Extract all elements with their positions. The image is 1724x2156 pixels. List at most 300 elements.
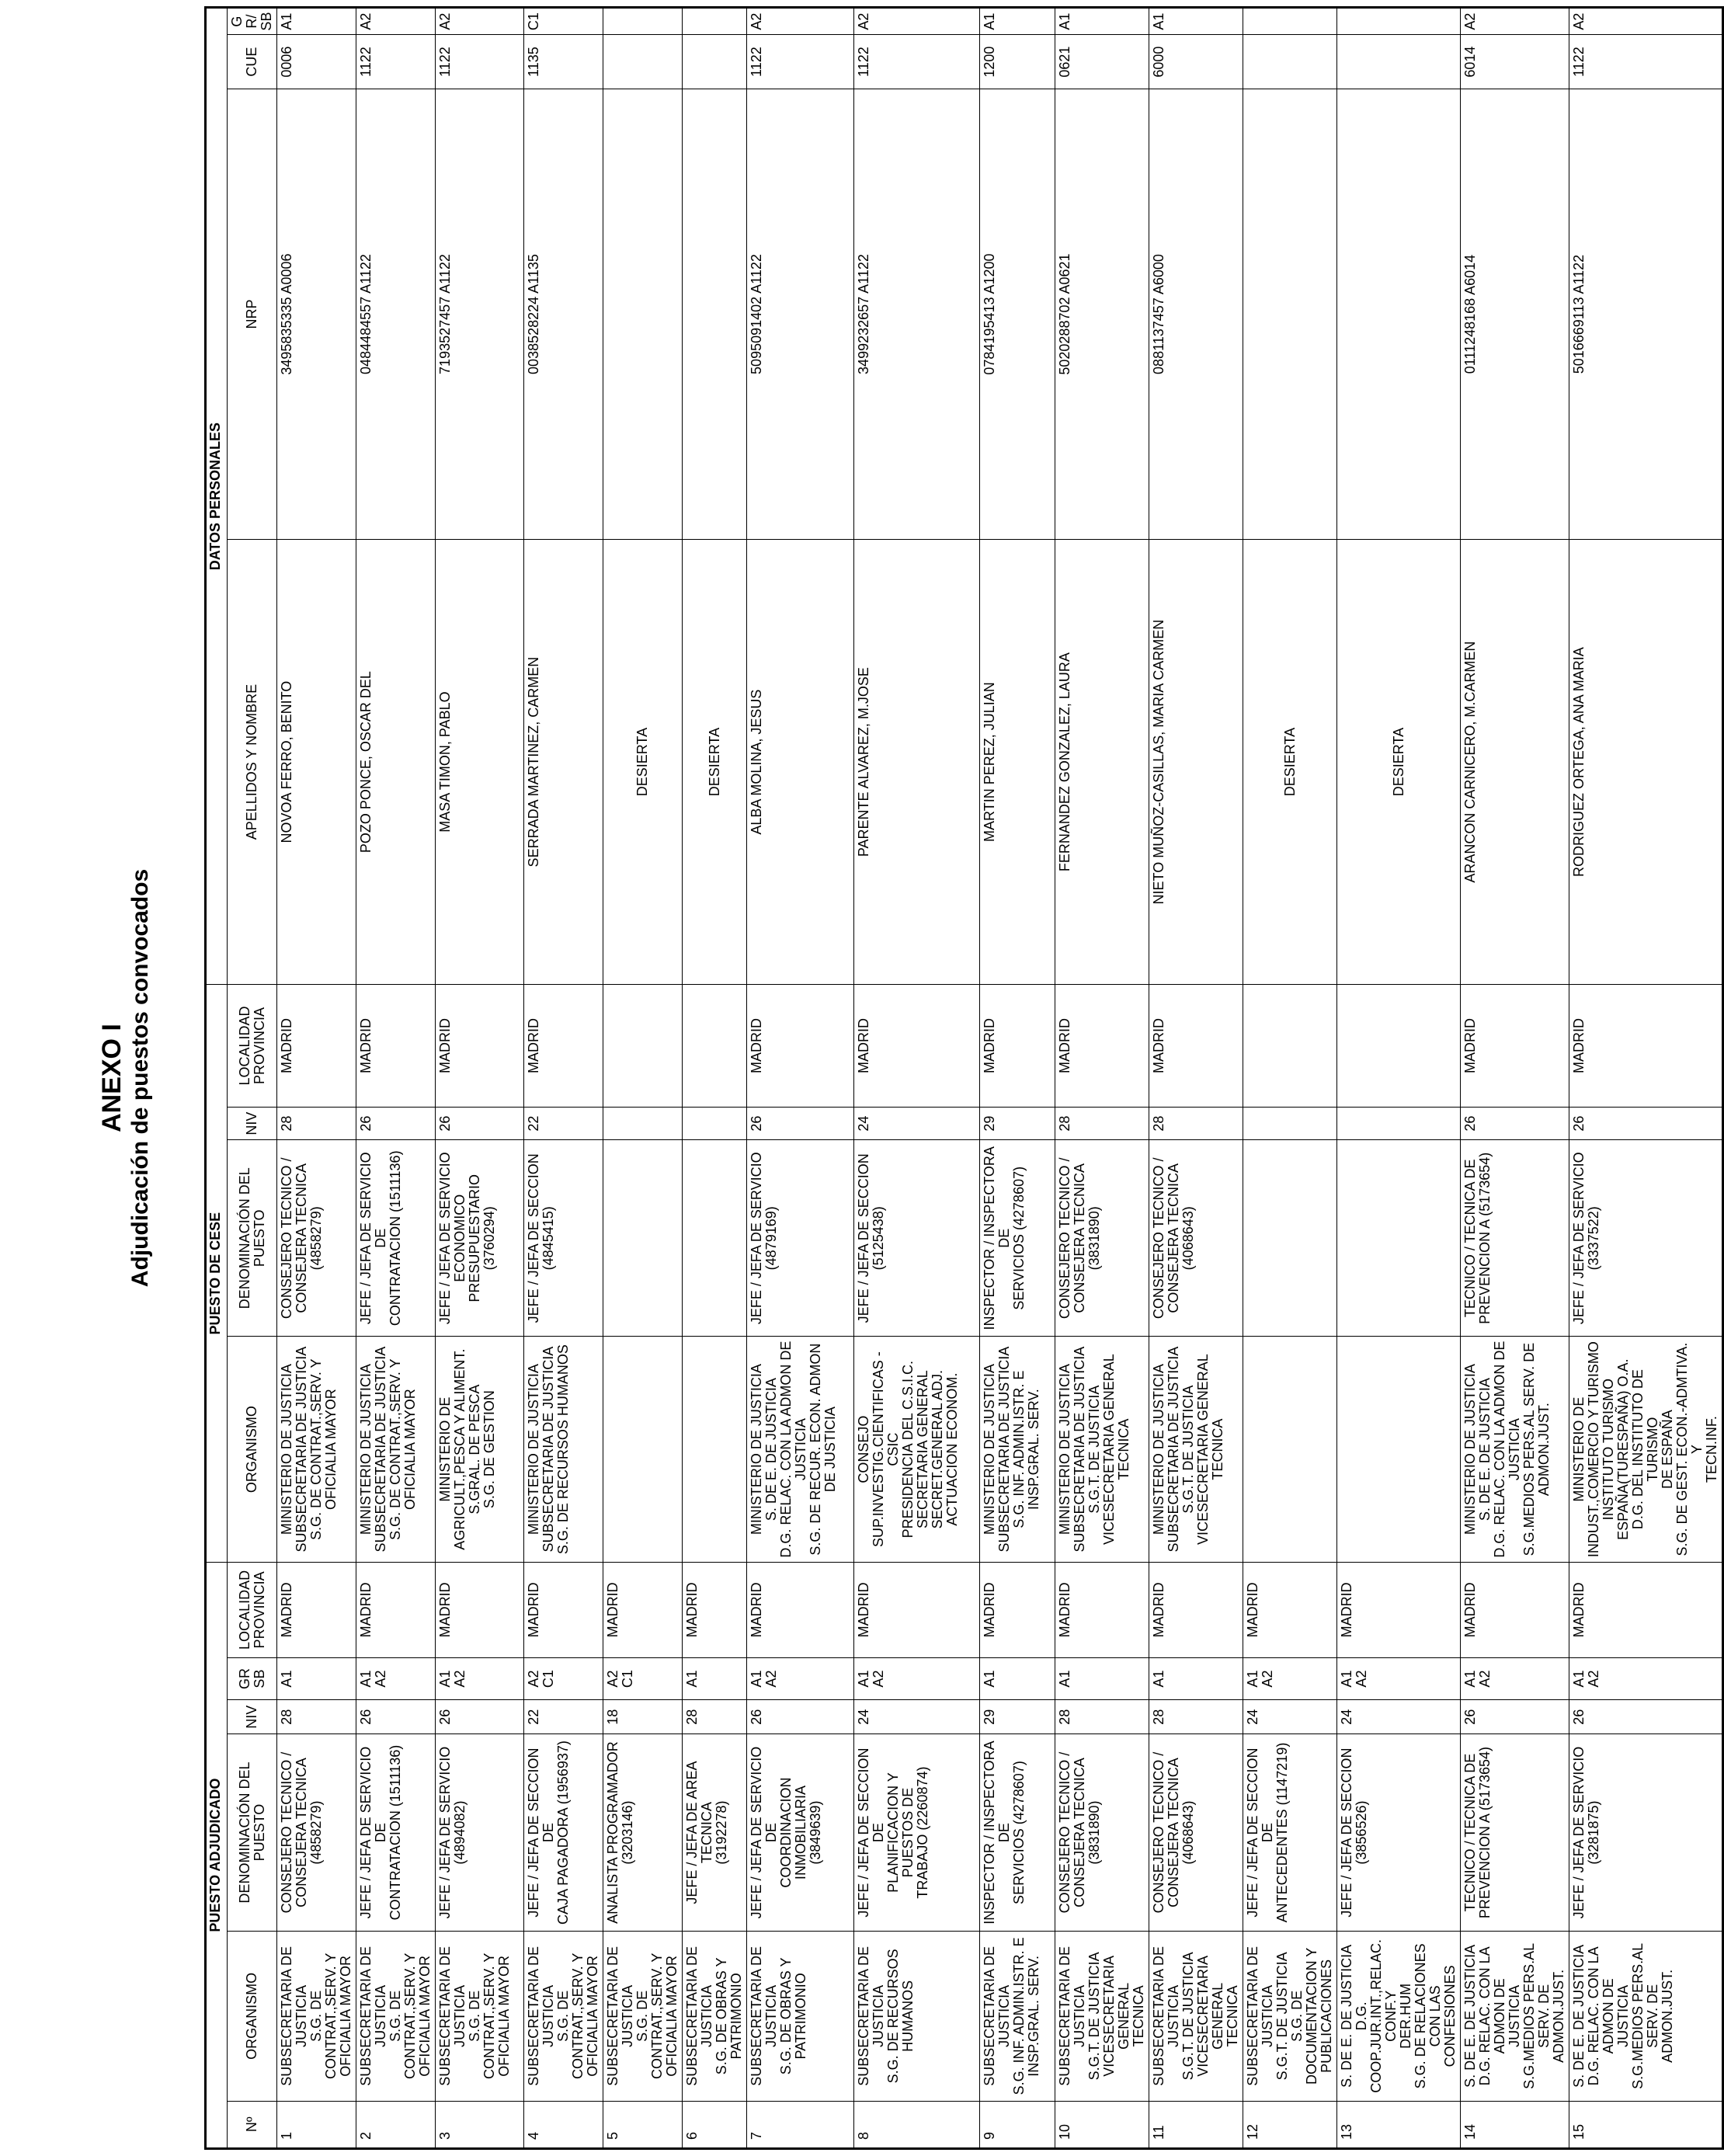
cell-nrp: 0038528224 A1135: [524, 89, 603, 540]
cell-niv: 26: [1569, 1700, 1723, 1734]
cell-niv: 26: [747, 1700, 854, 1734]
cell-organismo-line: S.G. DE DOCUMENTACION Y: [1289, 1947, 1319, 2085]
cell-organismo: [436, 1931, 524, 2101]
cell-cue: 1122: [854, 35, 980, 89]
cell-denominacion: [747, 1734, 854, 1932]
cell-grsb-line: A1: [982, 1670, 997, 1688]
cell-grsb-line: A2: [526, 1670, 541, 1688]
cell-denominacion-line: JEFE / JEFA DE SECCION: [1339, 1747, 1354, 1918]
cell-cese-niv: 26: [436, 1107, 524, 1140]
cell-denominacion-line: JEFE / JEFA DE SECCION DE: [1245, 1747, 1275, 1918]
cell-num: 15: [1569, 2101, 1723, 2148]
cell-cese-organismo-line: D.G. DEL INSTITUTO DE TURISMO: [1630, 1369, 1660, 1530]
cell-grsb-personal: [603, 8, 683, 35]
cell-organismo: [747, 1931, 854, 2101]
cell-cese-organismo-line: S. DE E. DE JUSTICIA: [1477, 1378, 1493, 1521]
cell-cese-organismo-line: SECRETARIA GENERAL: [915, 1370, 930, 1529]
cell-grsb-line: A2: [605, 1670, 620, 1688]
cell-denominacion: [1243, 1734, 1337, 1932]
cell-niv: 28: [1055, 1700, 1149, 1734]
cell-denominacion-line: CONSEJERA TECNICA (4858279): [294, 1758, 324, 1907]
group-header-row: [206, 8, 228, 2149]
cell-denominacion-line: (3192278): [714, 1800, 729, 1865]
col-niv: NIV: [228, 1700, 277, 1734]
cell-cese-localidad: [683, 985, 747, 1108]
cell-grsb-line: A1: [279, 1670, 294, 1688]
cell-cese-organismo-line: OFICIALIA MAYOR: [323, 1389, 339, 1510]
cell-cese-organismo-line: S.G. DE GESTION: [481, 1390, 497, 1509]
cell-apellidos: FERNANDEZ GONZALEZ, LAURA: [1055, 539, 1149, 984]
cell-denominacion: [980, 1734, 1055, 1932]
cell-organismo: [683, 1931, 747, 2101]
cell-cese-organismo: [356, 1337, 436, 1563]
cell-denominacion-line: (3281875): [1586, 1800, 1601, 1865]
column-header-row: [228, 8, 277, 2149]
cell-organismo-line: S.G. DE OBRAS Y PATRIMONIO: [714, 1957, 744, 2075]
cell-cese-organismo: [1337, 1337, 1461, 1563]
cell-cese-organismo-line: MINISTERIO DE JUSTICIA: [526, 1364, 541, 1535]
cell-cese-organismo-line: INSP.GRAL. SERV.: [1026, 1389, 1041, 1511]
cell-organismo: [1569, 1931, 1723, 2101]
cell-localidad: MADRID: [683, 1563, 747, 1658]
cell-organismo-line: SUBSECRETARIA DE JUSTICIA: [605, 1946, 635, 2086]
cell-apellidos: RODRIGUEZ ORTEGA, ANA MARIA: [1569, 539, 1723, 984]
cell-localidad: MADRID: [1055, 1563, 1149, 1658]
cell-cese-organismo-line: CONSEJO: [856, 1415, 871, 1483]
cell-niv: 22: [524, 1700, 603, 1734]
cell-cese-organismo-line: S.GRAL. DE PESCA: [467, 1384, 482, 1514]
cell-cese-localidad: MADRID: [1461, 985, 1569, 1108]
cell-grsb-line: A1: [358, 1670, 374, 1688]
cell-cese-organismo-line: JUSTICIA: [1507, 1418, 1522, 1481]
cell-denominacion-line: (3203146): [620, 1800, 635, 1865]
cell-grsb-line: A1: [684, 1670, 700, 1688]
cell-cese-niv: 26: [1569, 1107, 1723, 1140]
cell-denominacion-line: TRABAJO (2260874): [915, 1766, 930, 1899]
cell-num: 1: [277, 2101, 356, 2148]
cell-denominacion-line: PLANIFICACION Y PUESTOS DE: [885, 1772, 916, 1893]
cell-cese-organismo-line: MINISTERIO DE: [1571, 1396, 1587, 1502]
col-localidad: LOCALIDAD PROVINCIA: [228, 1563, 277, 1658]
cell-organismo-line: INSP.GRAL. SERV.: [1026, 1955, 1041, 2077]
cell-grsb-line: A2: [1260, 1670, 1275, 1688]
cell-apellidos: SERRADA MARTINEZ, CARMEN: [524, 539, 603, 984]
cell-cese-organismo-line: S.G. DE RECURSOS HUMANOS: [555, 1344, 571, 1555]
cell-grsb-personal: A1: [1055, 8, 1149, 35]
cell-organismo-line: SUBSECRETARIA DE JUSTICIA: [856, 1946, 886, 2086]
cell-cese-localidad: [603, 985, 683, 1108]
cell-nrp: 7193527457 A1122: [436, 89, 524, 540]
cell-cese-denominacion-line: JEFE / JEFA DE SERVICIO: [749, 1152, 764, 1325]
cell-cese-organismo-line: SUBSECRETARIA DE JUSTICIA: [1072, 1346, 1087, 1553]
cell-denominacion-line: CONSEJERO TECNICO /: [1151, 1751, 1166, 1914]
cell-organismo-line: SUBSECRETARIA DE JUSTICIA: [684, 1946, 714, 2086]
cell-num: 10: [1055, 2101, 1149, 2148]
cell-grsb: [1149, 1657, 1243, 1700]
cell-cese-organismo-line: S.G. DE RECUR. ECON. ADMON: [808, 1343, 823, 1556]
cell-cese-denominacion-line: CONSEJERA TECNICA (4858279): [294, 1163, 324, 1313]
cell-cese-organismo-line: ESPAÑA(TURESPAÑA) O.A.: [1615, 1358, 1631, 1540]
cell-denominacion-line: COORDINACION INMOBILIARIA: [778, 1777, 808, 1888]
cell-cese-organismo-line: SUBSECRETARIA DE JUSTICIA: [373, 1346, 388, 1553]
cell-localidad: MADRID: [980, 1563, 1055, 1658]
cell-cese-denominacion-line: JEFE / JEFA DE SERVICIO DE: [358, 1152, 388, 1325]
cell-num: 13: [1337, 2101, 1461, 2148]
cell-organismo-line: S. DE E. DE JUSTICIA: [1462, 1944, 1478, 2088]
cell-denominacion-line: CONSEJERO TECNICO /: [279, 1751, 294, 1914]
cell-denominacion-line: JEFE / JEFA DE SERVICIO: [437, 1746, 453, 1919]
col-grsb-personal: GR/ SB: [228, 8, 277, 35]
cell-cese-niv: 26: [356, 1107, 436, 1140]
cell-cese-denominacion-line: TECNICO / TECNICA DE: [1462, 1159, 1478, 1318]
cell-cese-denominacion: [277, 1140, 356, 1337]
cell-cese-organismo-line: MINISTERIO DE JUSTICIA: [1462, 1364, 1478, 1535]
cell-organismo-line: S.G.T. DE JUSTICIA: [1086, 1952, 1102, 2081]
cell-localidad: MADRID: [277, 1563, 356, 1658]
cell-cese-localidad: MADRID: [1149, 985, 1243, 1108]
cell-organismo-line: S. DE E. DE JUSTICIA: [1339, 1944, 1354, 2088]
cell-cese-denominacion: [1055, 1140, 1149, 1337]
cell-cese-organismo-line: JUSTICIA: [793, 1418, 808, 1481]
cell-cese-organismo-line: TECN.INF.: [1704, 1416, 1719, 1483]
cell-localidad: MADRID: [1149, 1563, 1243, 1658]
cell-grsb-line: A2: [452, 1670, 467, 1688]
cell-grsb-line: A2: [373, 1670, 388, 1688]
cell-organismo-line: D.G. RELAC. CON LA ADMON DE: [1477, 1946, 1507, 2086]
cell-niv: 26: [1461, 1700, 1569, 1734]
cell-cese-niv: 22: [524, 1107, 603, 1140]
cell-niv: 28: [277, 1700, 356, 1734]
cell-cese-organismo: [1569, 1337, 1723, 1563]
cell-cese-denominacion: [1337, 1140, 1461, 1337]
cell-localidad: MADRID: [854, 1563, 980, 1658]
cell-organismo-line: SUBSECRETARIA DE JUSTICIA: [1057, 1946, 1087, 2086]
cell-cese-organismo: [436, 1337, 524, 1563]
cell-cese-denominacion-line: CONTRATACION (1511136): [388, 1150, 403, 1327]
cell-cese-organismo-line: OFICIALIA MAYOR: [402, 1389, 418, 1510]
cell-organismo: [1337, 1931, 1461, 2101]
cell-organismo-line: S.G.T. DE JUSTICIA: [1274, 1952, 1290, 2081]
cell-grsb: [524, 1657, 603, 1700]
cell-cue: 6000: [1149, 35, 1243, 89]
cell-organismo: [980, 1931, 1055, 2101]
cell-grsb: [747, 1657, 854, 1700]
cell-num: 6: [683, 2101, 747, 2148]
cell-cese-denominacion: [436, 1140, 524, 1337]
cell-cese-niv: 26: [1461, 1107, 1569, 1140]
cell-cese-denominacion-line: JEFE / JEFA DE SERVICIO: [437, 1152, 453, 1325]
cell-denominacion: [603, 1734, 683, 1932]
cell-grsb: [1243, 1657, 1337, 1700]
cell-cese-organismo: [854, 1337, 980, 1563]
cell-cue: 1122: [1569, 35, 1723, 89]
cell-cese-organismo-line: SECRET.GENERAL ADJ.: [930, 1369, 945, 1529]
cell-cese-localidad: MADRID: [1055, 985, 1149, 1108]
cell-apellidos: POZO PONCE, OSCAR DEL: [356, 539, 436, 984]
cell-cese-denominacion-line: ECONOMICO PRESUPUESTARIO: [452, 1174, 482, 1302]
cell-grsb: [356, 1657, 436, 1700]
cell-cese-denominacion: [980, 1140, 1055, 1337]
cell-cue: 1122: [747, 35, 854, 89]
cell-organismo-line: PUBLICACIONES: [1319, 1959, 1334, 2073]
cell-denominacion-line: JEFE / JEFA DE AREA TECNICA: [684, 1761, 714, 1904]
cell-organismo-line: ADMON.JUST.: [1660, 1969, 1675, 2063]
cell-grsb-line: C1: [540, 1670, 556, 1688]
cell-cese-localidad: [1243, 985, 1337, 1108]
cell-organismo-line: D.G. RELAC. CON LA ADMON DE: [1586, 1946, 1616, 2086]
cell-niv: 24: [1337, 1700, 1461, 1734]
cell-grsb-line: A1: [1571, 1670, 1587, 1688]
cell-cese-niv: 28: [277, 1107, 356, 1140]
cell-cese-denominacion-line: (4845415): [540, 1206, 556, 1271]
cell-grsb: [1337, 1657, 1461, 1700]
cell-cese-organismo-line: ACTUACION ECONOM.: [944, 1372, 960, 1526]
table-row: [683, 8, 747, 2149]
cell-nrp: 5095091402 A1122: [747, 89, 854, 540]
cell-cese-organismo-line: PRESIDENCIA DEL C.S.I.C.: [900, 1360, 916, 1539]
table-row: [1243, 8, 1337, 2149]
cell-cese-niv: 28: [1055, 1107, 1149, 1140]
cell-cese-organismo-line: INSTITUTO TURISMO: [1601, 1378, 1616, 1521]
cell-cese-denominacion: [854, 1140, 980, 1337]
cell-denominacion-line: (3856526): [1354, 1800, 1369, 1865]
cell-cese-organismo-line: DE JUSTICIA: [822, 1407, 838, 1493]
cell-cese-organismo-line: SUP.INVESTIG.CIENTIFICAS -: [871, 1351, 886, 1547]
cell-cese-organismo-line: CSIC: [885, 1432, 901, 1466]
cell-cese-organismo-line: S.G.T. DE JUSTICIA: [1086, 1385, 1102, 1514]
cell-denominacion-line: CAJA PAGADORA (1956937): [555, 1740, 571, 1925]
cell-localidad: MADRID: [524, 1563, 603, 1658]
cell-cese-niv: [683, 1107, 747, 1140]
cell-denominacion-line: PREVENCION A (5173654): [1477, 1747, 1493, 1919]
cell-cese-organismo: [603, 1337, 683, 1563]
cell-nrp: [603, 89, 683, 540]
cell-apellidos: ARANCON CARNICERO, M.CARMEN: [1461, 539, 1569, 984]
cell-cese-organismo: [1149, 1337, 1243, 1563]
cell-apellidos: MARTIN PEREZ, JULIAN: [980, 539, 1055, 984]
cell-cese-denominacion-line: PREVENCION A (5173654): [1477, 1152, 1493, 1324]
cell-denominacion-line: (3849639): [808, 1800, 823, 1865]
cell-num: 12: [1243, 2101, 1337, 2148]
cell-cese-organismo-line: MINISTERIO DE JUSTICIA: [1057, 1364, 1072, 1535]
table-row: [1149, 8, 1243, 2149]
cell-localidad: MADRID: [1569, 1563, 1723, 1658]
cell-organismo-line: SUBSECRETARIA DE JUSTICIA: [526, 1946, 556, 2086]
cell-cue: 1200: [980, 35, 1055, 89]
document-header: [97, 0, 155, 2156]
cell-grsb-personal: [683, 8, 747, 35]
cell-denominacion-line: JEFE / JEFA DE SERVICIO DE: [749, 1746, 779, 1919]
cell-cese-denominacion-line: CONSEJERO TECNICO /: [1057, 1157, 1072, 1320]
cell-denominacion-line: JEFE / JEFA DE SECCION DE: [526, 1747, 556, 1918]
cell-num: 11: [1149, 2101, 1243, 2148]
cell-denominacion-line: ANALISTA PROGRAMADOR: [605, 1741, 620, 1924]
cell-cese-denominacion: [747, 1140, 854, 1337]
cell-organismo-line: OFICIALIA MAYOR: [496, 1956, 512, 2077]
cell-apellidos: DESIERTA: [1243, 539, 1337, 984]
cell-organismo-line: S. DE E. DE JUSTICIA: [1571, 1944, 1587, 2088]
cell-denominacion-line: JEFE / JEFA DE SERVICIO: [1571, 1746, 1587, 1919]
cell-cese-denominacion-line: JEFE / JEFA DE SECCION: [856, 1153, 871, 1323]
cell-organismo-line: VICESECRETARIA GENERAL: [1195, 1956, 1225, 2077]
cell-apellidos: MASA TIMON, PABLO: [436, 539, 524, 984]
cell-cese-organismo: [747, 1337, 854, 1563]
cell-grsb: [436, 1657, 524, 1700]
cell-grsb-line: A1: [1057, 1670, 1072, 1688]
cell-cese-denominacion: [1461, 1140, 1569, 1337]
cell-localidad: MADRID: [1337, 1563, 1461, 1658]
cell-grsb: [854, 1657, 980, 1700]
cell-apellidos: NIETO MUÑOZ-CASILLAS, MARIA CARMEN: [1149, 539, 1243, 984]
table-row: [1055, 8, 1149, 2149]
table-row: [747, 8, 854, 2149]
cell-cese-niv: 28: [1149, 1107, 1243, 1140]
cell-denominacion-line: CONSEJERA TECNICA (3831890): [1072, 1758, 1102, 1907]
cell-apellidos: DESIERTA: [1337, 539, 1461, 984]
cell-niv: 24: [854, 1700, 980, 1734]
cell-cese-organismo-line: MINISTERIO DE JUSTICIA: [749, 1364, 764, 1535]
table-row: [356, 8, 436, 2149]
cell-niv: 28: [1149, 1700, 1243, 1734]
cell-organismo-line: SUBSECRETARIA DE JUSTICIA: [749, 1946, 779, 2086]
table-body: [277, 8, 1723, 2149]
cell-grsb-line: A2: [1477, 1670, 1493, 1688]
cell-organismo-line: S.G. DE CONTRAT.,SERV. Y: [308, 1953, 339, 2080]
cell-num: 14: [1461, 2101, 1569, 2148]
cell-cese-denominacion: [524, 1140, 603, 1337]
cell-cese-localidad: MADRID: [277, 985, 356, 1108]
table-row: [1461, 8, 1569, 2149]
cell-cese-localidad: MADRID: [854, 985, 980, 1108]
cell-grsb: [683, 1657, 747, 1700]
cell-denominacion-line: JEFE / JEFA DE SERVICIO DE: [358, 1746, 388, 1919]
cell-num: 5: [603, 2101, 683, 2148]
table-row: [1337, 8, 1461, 2149]
col-organismo: ORGANISMO: [228, 1931, 277, 2101]
cell-cese-organismo-line: SUBSECRETARIA DE JUSTICIA: [996, 1346, 1012, 1553]
cell-organismo-line: JUSTICIA: [1615, 1984, 1631, 2047]
annex-title: ANEXO I: [97, 1024, 127, 1132]
cell-cese-localidad: MADRID: [356, 985, 436, 1108]
cell-cese-organismo-line: S.G. INF. ADMIN.ISTR. E: [1011, 1370, 1027, 1528]
cell-organismo-line: COOP.JUR.INT.,RELAC.CONF.Y: [1368, 1939, 1399, 2093]
table-row: [980, 8, 1055, 2149]
cell-organismo-line: SUBSECRETARIA DE JUSTICIA: [1245, 1946, 1275, 2086]
cell-denominacion-line: SERVICIOS (4278607): [1011, 1761, 1027, 1904]
cell-cese-organismo-line: MINISTERIO DE: [437, 1396, 453, 1502]
cell-cese-organismo: [1461, 1337, 1569, 1563]
cell-cese-organismo-line: MINISTERIO DE JUSTICIA: [358, 1364, 374, 1535]
cell-cese-organismo: [683, 1337, 747, 1563]
cell-organismo-line: SUBSECRETARIA DE JUSTICIA: [982, 1946, 1012, 2086]
cell-organismo-line: OFICIALIA MAYOR: [664, 1956, 680, 2077]
cell-nrp: 0111248168 A6014: [1461, 89, 1569, 540]
cell-organismo-line: S.G.MEDIOS PERS.AL SERV. DE: [1521, 1942, 1552, 2089]
cell-cese-organismo-line: MINISTERIO DE JUSTICIA: [279, 1364, 294, 1535]
cell-nrp: 0484484557 A1122: [356, 89, 436, 540]
cell-localidad: MADRID: [356, 1563, 436, 1658]
cell-grsb-personal: [1243, 8, 1337, 35]
cell-cese-niv: [1337, 1107, 1461, 1140]
cell-organismo-line: OFICIALIA MAYOR: [417, 1956, 433, 2077]
cell-organismo-line: D.G.: [1354, 2001, 1369, 2031]
cell-cese-denominacion-line: CONSEJERO TECNICO /: [1151, 1157, 1166, 1320]
cell-organismo: [1055, 1931, 1149, 2101]
cell-niv: 26: [356, 1700, 436, 1734]
cell-grsb-line: A1: [1339, 1670, 1354, 1688]
cell-denominacion-line: TECNICO / TECNICA DE: [1462, 1753, 1478, 1912]
cell-cese-denominacion-line: (3337522): [1586, 1206, 1601, 1271]
cell-cue: 0621: [1055, 35, 1149, 89]
cell-denominacion-line: ANTECEDENTES (1147219): [1274, 1742, 1290, 1923]
cell-cese-organismo: [524, 1337, 603, 1563]
awards-table: [204, 6, 1724, 2150]
cell-grsb-line: C1: [620, 1670, 635, 1688]
cell-organismo-line: VICESECRETARIA GENERAL: [1101, 1956, 1131, 2077]
table-row: [277, 8, 356, 2149]
cell-organismo-line: S.G. DE CONTRAT.,SERV. Y: [388, 1953, 418, 2080]
cell-num: 7: [747, 2101, 854, 2148]
cell-nrp: [1243, 89, 1337, 540]
cell-organismo-line: OFICIALIA MAYOR: [585, 1956, 600, 2077]
cell-nrp: 5020288702 A0621: [1055, 89, 1149, 540]
cell-denominacion: [1569, 1734, 1723, 1932]
cell-grsb: [277, 1657, 356, 1700]
cell-cue: [683, 35, 747, 89]
cell-nrp: 0881137457 A6000: [1149, 89, 1243, 540]
cell-organismo-line: DER.HUM: [1398, 1983, 1413, 2049]
cell-grsb-personal: A2: [1461, 8, 1569, 35]
cell-cese-organismo-line: ADMON.JUST.: [1536, 1403, 1552, 1497]
cell-cese-localidad: [1337, 985, 1461, 1108]
cell-cese-organismo-line: S.G. DE CONTRAT.,SERV. Y: [308, 1358, 324, 1540]
cell-cue: 0006: [277, 35, 356, 89]
cell-cese-denominacion: [1569, 1140, 1723, 1337]
cell-organismo-line: S.G. DE RELACIONES CON LAS: [1413, 1943, 1443, 2089]
cell-cese-denominacion: [603, 1140, 683, 1337]
cell-cese-denominacion: [1149, 1140, 1243, 1337]
cell-organismo-line: S.G.MEDIOS PERS.AL SERV. DE: [1630, 1942, 1660, 2089]
cell-organismo: [524, 1931, 603, 2101]
cell-grsb-personal: A2: [854, 8, 980, 35]
cell-cese-organismo-line: VICESECRETARIA GENERAL: [1101, 1354, 1117, 1546]
cell-localidad: MADRID: [1461, 1563, 1569, 1658]
cell-cese-organismo: [1055, 1337, 1149, 1563]
cell-denominacion-line: CONSEJERA TECNICA (4068643): [1166, 1758, 1196, 1907]
cell-denominacion: [356, 1734, 436, 1932]
cell-cese-denominacion: [683, 1140, 747, 1337]
cell-organismo-line: S.G. DE CONTRAT.,SERV. Y: [467, 1953, 497, 2080]
cell-num: 8: [854, 2101, 980, 2148]
cell-grsb: [603, 1657, 683, 1700]
cell-organismo-line: S.G. DE CONTRAT.,SERV. Y: [555, 1953, 586, 2080]
cell-denominacion-line: INSPECTOR / INSPECTORA DE: [982, 1740, 1012, 1925]
table-row: [436, 8, 524, 2149]
cell-denominacion: [1055, 1734, 1149, 1932]
col-cue: CUE: [228, 35, 277, 89]
cell-cese-niv: 29: [980, 1107, 1055, 1140]
cell-cese-denominacion-line: SERVICIOS (4278607): [1011, 1166, 1027, 1310]
cell-cese-denominacion-line: CONSEJERA TECNICA (3831890): [1072, 1163, 1102, 1313]
cell-organismo-line: S.G. DE RECURSOS HUMANOS: [885, 1949, 916, 2084]
col-nrp: NRP: [228, 89, 277, 540]
cell-nrp: 3495835335 A0006: [277, 89, 356, 540]
cell-cese-organismo-line: INDUST.,COMERCIO Y TURISMO: [1586, 1341, 1601, 1558]
cell-organismo-line: S.G.T. DE JUSTICIA: [1180, 1952, 1196, 2081]
cell-organismo-line: TECNICA: [1225, 1985, 1240, 2047]
cell-denominacion: [1337, 1734, 1461, 1932]
cell-grsb: [1461, 1657, 1569, 1700]
